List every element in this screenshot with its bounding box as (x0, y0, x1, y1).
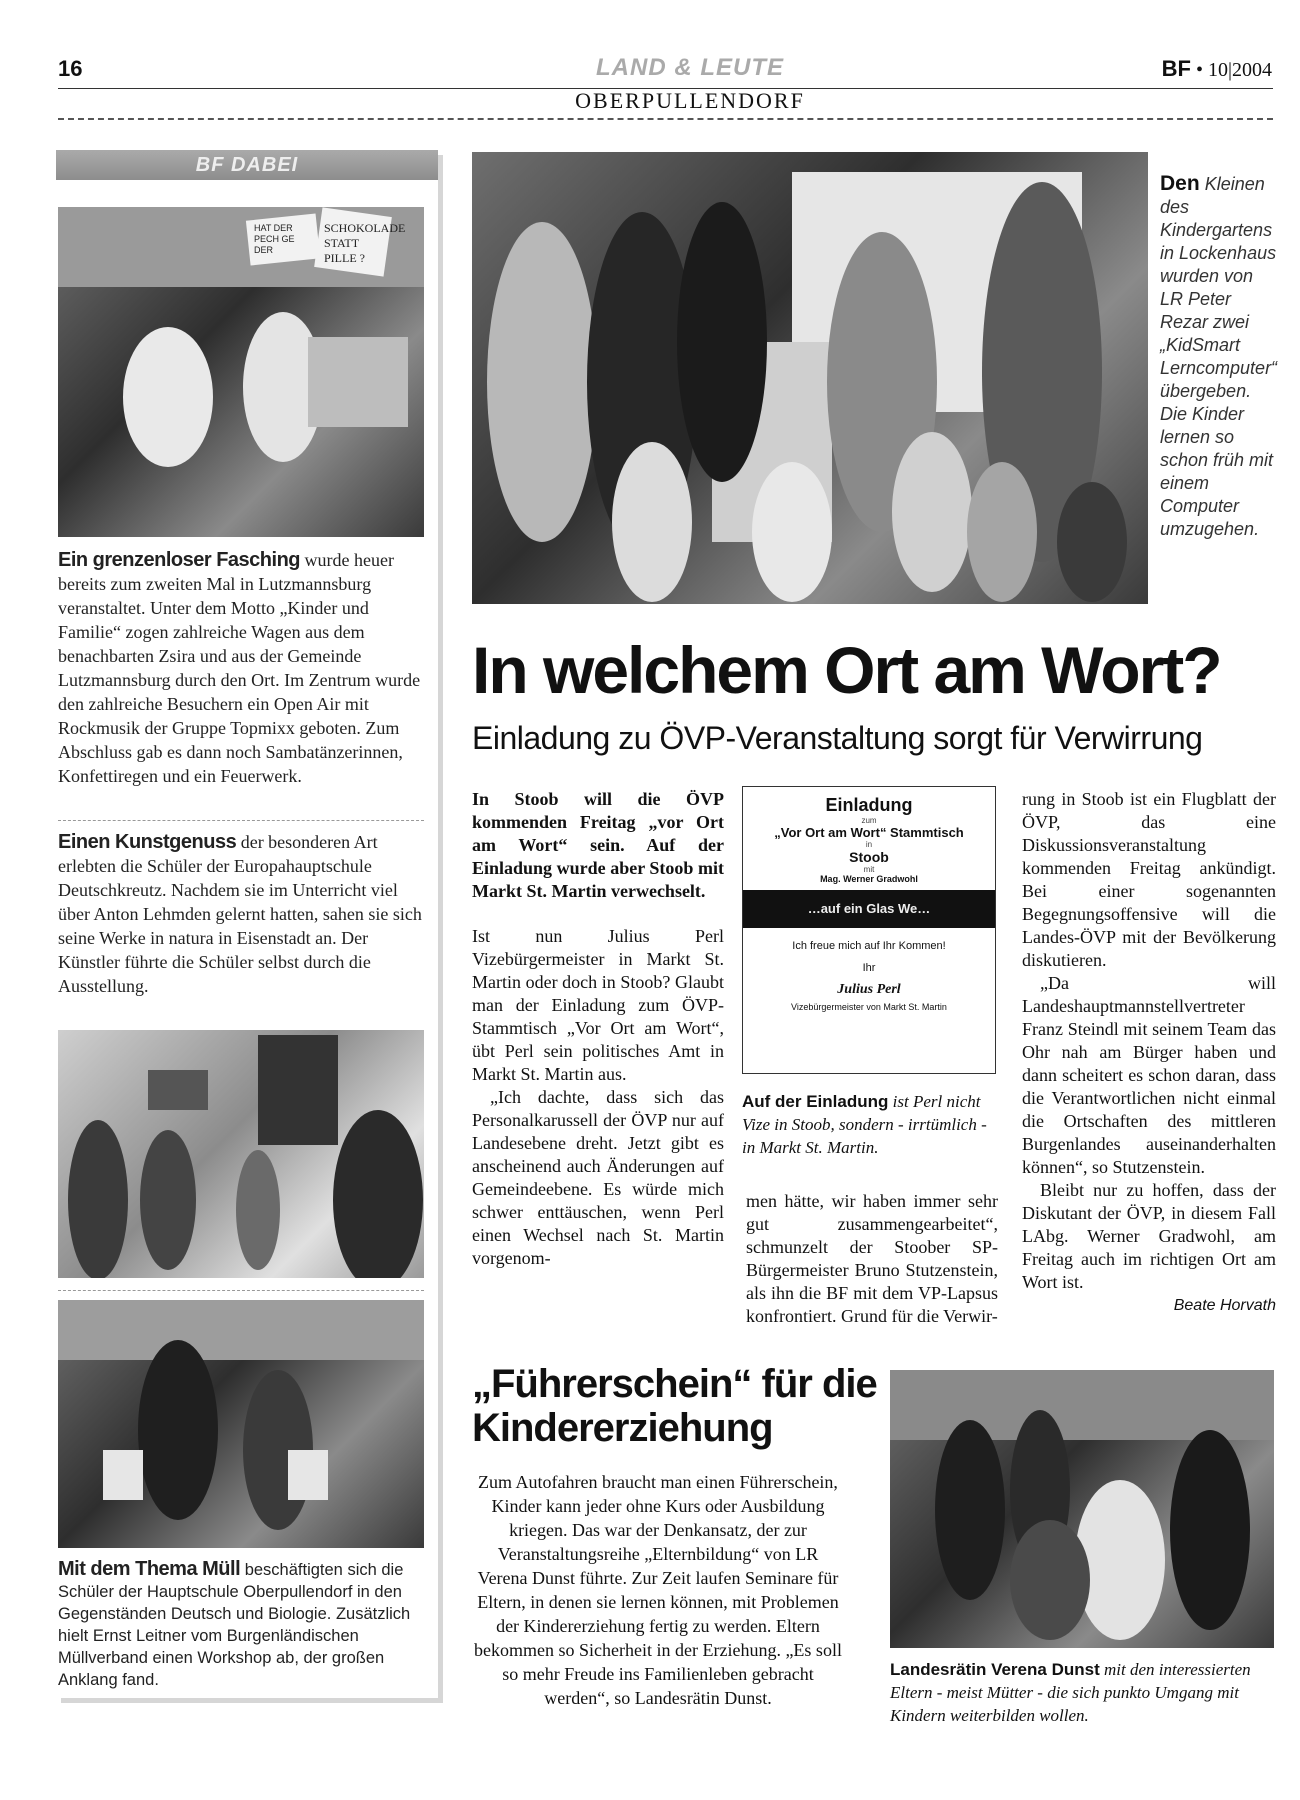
masthead: BF • 10|2004 (1161, 56, 1272, 81)
sidebar-label: BF DABEI (56, 150, 438, 180)
art-visit-photo (58, 1030, 424, 1278)
article-col2-text: men hätte, wir haben immer sehr gut zusammengearbeitet“, schmunzelt der Stoober SP-Bürgermeister Bruno Stutzenstein, als ihn die BF mit dem VP-Lapsus konfrontiert. Grund für die Verwir- (746, 1191, 998, 1326)
art-text: der besonderen Art erlebten die Schüler der Europahauptschule Deutschkreutz. Nachdem sie im Unterricht viel über Anton Lehmden gelernt hatten, sahen sie sich seine Werke in natura in Eisenstadt an. Der Künstler führte die Schüler selbst durch die Ausstellung. (58, 832, 422, 996)
invitation-caption-lead: Auf der Einladung (742, 1092, 889, 1111)
kindergarten-photo (472, 152, 1148, 604)
page-number: 16 (58, 56, 83, 81)
parents-caption-lead: Landesrätin Verena Dunst (890, 1660, 1100, 1679)
carnival-sign-2: SCHOKOLADE STATT PILLE ? (324, 221, 406, 265)
invitation-role: Vizebürgermeister von Markt St. Martin (791, 1002, 947, 1012)
invitation-banner-text: …auf ein Glas We… (807, 901, 931, 916)
invitation-ihr: Ihr (862, 962, 876, 974)
locality-title: OBERPULLENDORF (575, 88, 805, 113)
invitation-zum: zum (861, 816, 877, 825)
article-col3-para3: Bleibt nur zu hoffen, dass der Diskutant der ÖVP, in diesem Fall LAbg. Werner Gradwohl, am Freitag auch im richtigen Ort am Wort ist. (1022, 1180, 1276, 1292)
main-subhead: Einladung zu ÖVP-Veranstaltung sorgt für Verwirrung (472, 720, 1203, 756)
masthead-issue: 10|2004 (1207, 59, 1272, 81)
waste-class-photo (58, 1300, 424, 1548)
article-col1-para2: „Ich dachte, dass sich das Personalkarussell der ÖVP nur auf Landesebene dreht. Jetzt gibt es anscheinend auch Änderungen auf Gemeindeebene. Es würde mich schwer enttäuschen, wenn Perl einen Wechsel nach St. Martin vorgenom- (472, 1087, 724, 1268)
sidebar-divider-2 (58, 1290, 424, 1291)
carnival-photo (58, 207, 424, 537)
sidebar-item-carnival (58, 548, 424, 788)
sidebar-item-waste (58, 1558, 424, 1691)
parents-photo (890, 1370, 1274, 1648)
article-col1-para1: Ist nun Julius Perl Vizebürgermeister in Markt St. Martin oder doch in Stoob? Glaubt man der Einladung zum ÖVP-Stammtisch „Vor Ort am Wort“, übt Perl sein politisches Amt in Markt St. Martin aus. (472, 926, 724, 1084)
kindergarten-caption-lead: Den (1160, 172, 1200, 195)
invitation-guest: Mag. Werner Gradwohl (820, 874, 918, 884)
header-dashed-rule (58, 118, 1273, 120)
sidebar-item-art (58, 830, 424, 998)
invitation-title: Einladung (825, 795, 913, 815)
carnival-sign-1: HAT DER PECH GE DER (254, 223, 295, 255)
invitation-banner (743, 890, 995, 928)
second-headline: „Führerschein“ für die Kindererziehung (472, 1362, 877, 1450)
art-lead: Einen Kunstgenuss (58, 831, 237, 853)
invitation-mit: mit (863, 865, 875, 874)
article-column-1 (472, 788, 724, 1270)
article-col3-para2: „Da will Landeshauptmannstellvertreter Franz Steindl mit seinem Team das Ohr nah am Bürger haben und dann scheitert es schon daran, dass die Verantwortlichen nicht einmal die Ortschaften des mittleren Burgenlandes auseinanderhalten können“, so Stutzenstein. (1022, 973, 1276, 1177)
invitation-facsimile (742, 786, 996, 1074)
article-col3-para1: rung in Stoob ist ein Flugblatt der ÖVP, das eine Diskussionsveranstaltung kommenden Freitag ankündigt. Bei einer sogenannten Begegnungsoffensive will die Landes-ÖVP mit der Bevölkerung diskutieren. (1022, 789, 1276, 970)
parents-caption (890, 1658, 1280, 1727)
invitation-caption-text: ist Perl nicht Vize in Stoob, sondern - irrtümlich - in Markt St. Martin. (742, 1092, 987, 1157)
carnival-lead: Ein grenzenloser Fasching (58, 549, 301, 571)
waste-lead: Mit dem Thema Müll (58, 1558, 241, 1580)
section-title: LAND & LEUTE (596, 54, 784, 81)
carnival-text: wurde heuer bereits zum zweiten Mal in Lutzmannsburg veranstaltet. Unter dem Motto „Kinder und Familie“ zogen zahlreiche Wagen aus dem benachbarten Zsira und aus der Gemeinde Lutzmannsburg durch den Ort. Im Zentrum wurde den zahlreiche Besuchern ein Open Air mit Rockmusik der Gruppe Topmixx geboten. Zum Abschluss gab es dann noch Sambatänzerinnen, Konfettiregen und ein Feuerwerk. (58, 550, 421, 786)
invitation-place: Stoob (849, 849, 889, 865)
invitation-message: Ich freue mich auf Ihr Kommen! (792, 940, 946, 952)
invitation-event: „Vor Ort am Wort“ Stammtisch (774, 825, 964, 840)
second-body: Zum Autofahren braucht man einen Führerschein, Kinder kann jeder ohne Kurs oder Ausbildung kriegen. Das war der Denkansatz, der zur Veranstaltungsreihe „Elternbildung“ von LR Verena Dunst führte. Zur Zeit laufen Seminare für Eltern, in denen sie lernen können, mit Problemen der Kindererziehung fertig zu werden. Eltern bekommen so Sicherheit in der Erziehung. „Es soll so mehr Freude ins Familienleben gebracht werden“, so Landesrätin Dunst. (474, 1472, 842, 1708)
invitation-in: in (865, 840, 873, 849)
invitation-caption (742, 1090, 998, 1159)
invitation-signature: Julius Perl (837, 982, 901, 997)
kindergarten-caption-text: Kleinen des Kindergartens in Lockenhaus wurden von LR Peter Rezar zwei „KidSmart Lerncomputer“ übergeben. Die Kinder lernen so schon früh mit einem Computer umzugehen. (1160, 174, 1278, 539)
article-author: Beate Horvath (1173, 1297, 1276, 1314)
main-headline: In welchem Ort am Wort? (472, 633, 1221, 707)
article-column-2 (746, 1190, 998, 1328)
parents-caption-text: mit den interessierten Eltern - meist Mütter - die sich punkto Umgang mit Kindern weiterbilden wollen. (890, 1660, 1251, 1725)
waste-text: beschäftigten sich die Schüler der Hauptschule Oberpullendorf in den Gegenständen Deutsch und Biologie. Zusätzlich hielt Ernst Leitner vom Burgenländischen Müllverband einen Workshop ab, der großen Anklang fand. (58, 1561, 411, 1689)
kindergarten-caption (1160, 172, 1278, 541)
masthead-brand: BF (1161, 56, 1191, 81)
article-intro: In Stoob will die ÖVP kommenden Freitag „vor Ort am Wort“ sein. Auf der Einladung wurde aber Stoob mit Markt St. Martin verwechselt. (472, 789, 724, 901)
sidebar-divider (58, 820, 424, 821)
article-column-3 (1022, 788, 1276, 1317)
